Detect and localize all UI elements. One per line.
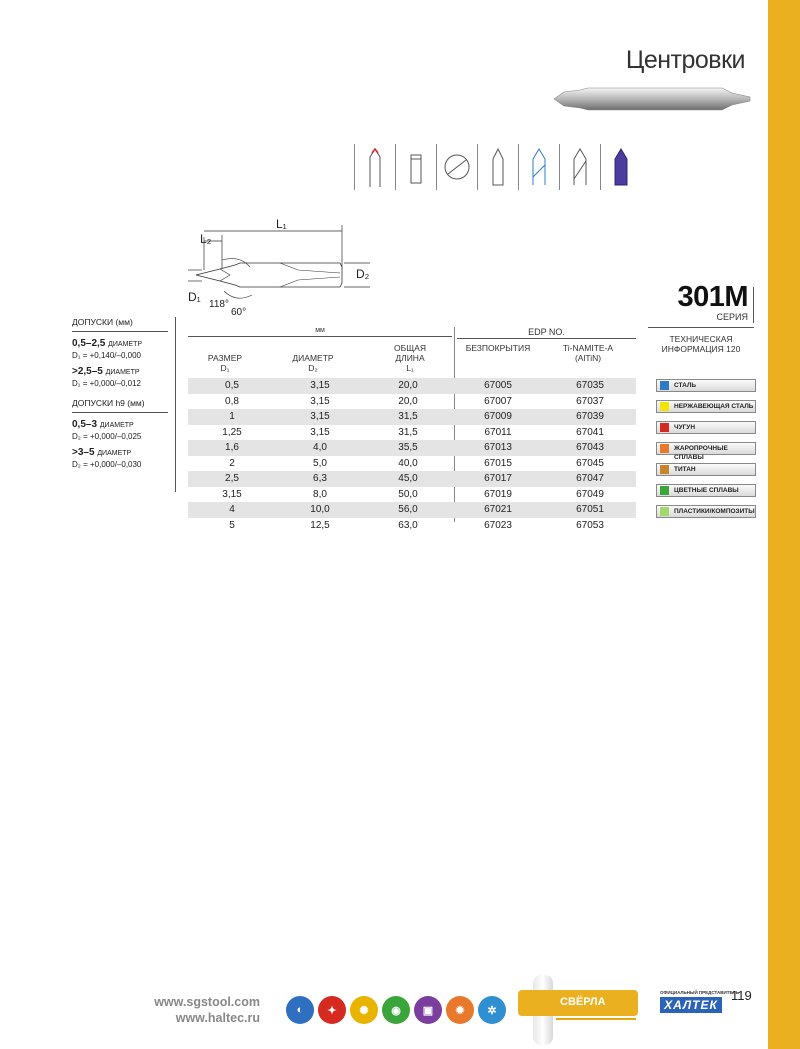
table-group-edp: EDP NO. [457, 327, 636, 339]
table-cell: 67043 [544, 440, 636, 456]
table-cell: 67045 [576, 457, 604, 469]
table-row [188, 409, 636, 425]
table-cell: 12,5 [310, 519, 330, 531]
table-row [188, 471, 636, 487]
tolerances-divider [175, 317, 176, 492]
material-swatch [660, 423, 669, 432]
footer-category-icons [286, 996, 506, 1024]
material-label: ТИТАН [674, 466, 696, 473]
official-rep-label: ОФИЦИАЛЬНЫЙ ПРЕДСТАВИТЕЛЬ [660, 990, 739, 995]
page-title: Центровки [625, 46, 745, 74]
series-divider [753, 287, 754, 323]
material-chip [656, 442, 756, 461]
section-tab-label: СВЁРЛА [560, 996, 606, 1008]
table-cell: 50,0 [398, 488, 418, 500]
table-cell: 67013 [452, 440, 544, 456]
table-row [188, 440, 636, 456]
material-chip [656, 484, 756, 497]
table-cell: 3,15 [276, 378, 364, 394]
table-cell: 3,15 [222, 488, 242, 500]
section-side-bar [768, 0, 800, 1049]
table-cell: 67035 [544, 378, 636, 394]
table-cell: 67009 [452, 409, 544, 425]
table-cell: 0,8 [225, 395, 239, 407]
table-cell: 6,3 [276, 471, 364, 487]
category-circle-icon[interactable]: ✦ [318, 996, 346, 1024]
table-cell: 3,15 [310, 395, 330, 407]
drill-tip-icon [354, 144, 395, 190]
category-circle-icon[interactable]: ✲ [478, 996, 506, 1024]
table-row [188, 487, 636, 503]
table-cell: 67037 [576, 395, 604, 407]
table-cell: 4,0 [276, 440, 364, 456]
table-cell: 3,15 [310, 426, 330, 438]
table-cell: 31,5 [364, 409, 452, 425]
cross-section-icon [436, 144, 477, 190]
material-swatch [660, 486, 669, 495]
diagram-angle-60: 60° [231, 307, 247, 318]
table-cell: 45,0 [364, 471, 452, 487]
material-label: ЖАРОПРОЧНЫЕ СПЛАВЫ [674, 445, 728, 461]
tolerance-range: 0,5–2,5 ДИАМЕТР [72, 338, 143, 349]
tolerance-value: D₂ = +0,000/–0,030 [72, 460, 142, 469]
material-swatch [660, 402, 669, 411]
table-cell: 10,0 [276, 502, 364, 518]
table-cell: 67041 [576, 426, 604, 438]
tolerance-range: >2,5–5 ДИАМЕТР [72, 366, 140, 377]
tolerance-range: >3–5 ДИАМЕТР [72, 447, 132, 458]
material-swatch [660, 507, 669, 516]
table-cell: 67053 [576, 519, 604, 531]
coated-drill-icon [518, 144, 559, 190]
diagram-angle-118: 118° [209, 299, 229, 310]
diagram-l1-label: L₁ [276, 217, 287, 231]
category-circle-icon[interactable]: ✹ [446, 996, 474, 1024]
header-size: РАЗМЕР D₁ [207, 353, 243, 373]
product-table [188, 378, 636, 533]
table-cell: 63,0 [398, 519, 418, 531]
link-sgstool[interactable]: www.sgstool.com [154, 995, 260, 1009]
table-cell: 67039 [544, 409, 636, 425]
table-cell: 67017 [452, 471, 544, 487]
table-cell: 31,5 [398, 426, 418, 438]
table-cell: 1 [188, 409, 276, 425]
category-circle-icon[interactable]: ◉ [382, 996, 410, 1024]
table-cell: 67047 [544, 471, 636, 487]
table-cell: 2,5 [188, 471, 276, 487]
tolerances-heading-1: ДОПУСКИ (мм) [72, 317, 168, 332]
series-code: 301M [677, 281, 748, 313]
header-diameter: ДИАМЕТР D₂ [292, 353, 334, 373]
material-swatch [660, 444, 669, 453]
footer-links [100, 994, 260, 1026]
link-haltec[interactable]: www.haltec.ru [175, 1011, 260, 1025]
table-cell: 40,0 [398, 457, 418, 469]
straight-shank-icon [395, 144, 436, 190]
header-uncoated: БЕЗПОКРЫТИЯ [465, 343, 531, 353]
point-angle-icon [477, 144, 518, 190]
table-cell: 67019 [484, 488, 512, 500]
table-cell: 67005 [452, 378, 544, 394]
table-cell: 67015 [484, 457, 512, 469]
table-cell: 56,0 [364, 502, 452, 518]
material-label: НЕРЖАВЕЮЩАЯ СТАЛЬ [674, 403, 754, 410]
tool-type-icons [354, 144, 641, 190]
table-row [188, 502, 636, 518]
table-row [188, 378, 636, 394]
table-cell: 1,25 [222, 426, 242, 438]
category-circle-icon[interactable]: ◐ [286, 996, 314, 1024]
tech-info-line1: ТЕХНИЧЕСКАЯ [669, 334, 733, 344]
page-number: 119 [731, 988, 752, 1003]
table-cell: 67011 [484, 426, 512, 438]
tolerances-heading-2: ДОПУСКИ h9 (мм) [72, 398, 168, 413]
table-cell: 1,6 [188, 440, 276, 456]
header-coated: Ti-NAMITE-A (AlTiN) [562, 343, 614, 363]
table-cell: 67051 [544, 502, 636, 518]
material-chip [656, 379, 756, 392]
table-cell: 67023 [484, 519, 512, 531]
tech-info [648, 327, 754, 354]
header-length: ОБЩАЯ ДЛИНА L₁ [394, 343, 426, 373]
tolerance-range: 0,5–3 ДИАМЕТР [72, 419, 134, 430]
table-cell: 0,5 [188, 378, 276, 394]
material-chip [656, 421, 756, 434]
material-label: ЧУГУН [674, 424, 696, 431]
material-swatch [660, 381, 669, 390]
table-cell: 20,0 [364, 378, 452, 394]
material-chip [656, 505, 756, 518]
table-row [188, 518, 636, 534]
material-chip [656, 463, 756, 476]
table-cell: 4 [188, 502, 276, 518]
diagram-d2-label: D₂ [356, 267, 370, 281]
tolerance-value: D₁ = +0,000/–0,012 [72, 379, 141, 388]
material-label: ЦВЕТНЫЕ СПЛАВЫ [674, 487, 739, 494]
table-cell: 67007 [484, 395, 512, 407]
table-cell: 5 [229, 519, 235, 531]
table-row [188, 425, 636, 441]
tolerance-value: D₁ = +0,140/–0,000 [72, 351, 141, 360]
section-tab-underline [556, 1018, 636, 1020]
table-cell: 5,0 [313, 457, 327, 469]
material-label: СТАЛЬ [674, 382, 697, 389]
haltec-logo: ХАЛТЕК [660, 997, 722, 1013]
dimension-diagram [180, 215, 400, 320]
diagram-d1-label: D₁ [188, 290, 201, 304]
material-swatch [660, 465, 669, 474]
table-cell: 20,0 [398, 395, 418, 407]
material-chip [656, 400, 756, 413]
diagram-l2-label: L₂ [200, 232, 212, 246]
center-drill-image [552, 80, 752, 118]
category-circle-icon[interactable]: ▣ [414, 996, 442, 1024]
table-cell: 8,0 [313, 488, 327, 500]
category-circle-icon[interactable]: ✺ [350, 996, 378, 1024]
tech-info-line2: ИНФОРМАЦИЯ 120 [661, 344, 741, 354]
tolerance-value: D₂ = +0,000/–0,025 [72, 432, 142, 441]
flute-icon [559, 144, 600, 190]
table-cell: 2 [229, 457, 235, 469]
table-group-mm: мм [188, 327, 452, 337]
series-block [650, 282, 748, 322]
table-cell: 67021 [452, 502, 544, 518]
table-row [188, 394, 636, 410]
series-label: СЕРИЯ [716, 312, 748, 322]
material-label: ПЛАСТИКИ/КОМПОЗИТЫ [674, 508, 755, 515]
table-cell: 67049 [576, 488, 604, 500]
tolerances-block [72, 317, 172, 469]
table-cell: 3,15 [276, 409, 364, 425]
altin-coating-icon [600, 144, 641, 190]
table-cell: 35,5 [364, 440, 452, 456]
table-row [188, 456, 636, 472]
